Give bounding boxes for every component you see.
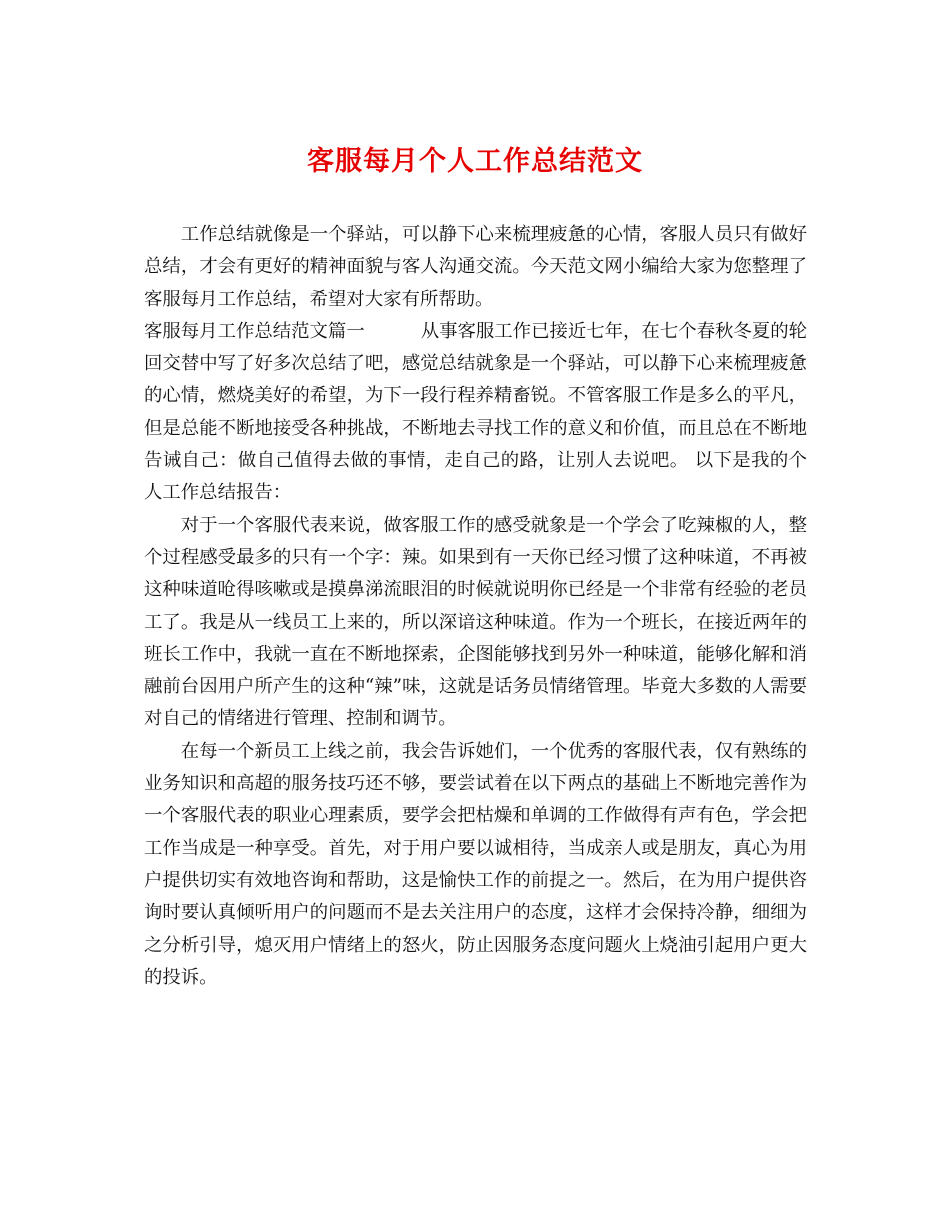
page-title: 客服每月个人工作总结范文 bbox=[307, 146, 643, 177]
section-paragraph bbox=[144, 316, 807, 510]
section-text: 从事客服工作已接近七年，在七个春秋冬夏的轮回交替中写了好多次总结了吧，感觉总结就象是一个驿站，可以静下心来梳理疲惫的心情，燃烧美好的希望，为下一段行程养精畜锐。不管客服工作是多么的平凡，但是总能不断地接受各种挑战，不断地去寻找工作的意义和价值，而且总在不断地告诫自己：做自己值得去做的事情，走自己的路，让别人去说吧。 以下是我的个人工作总结报告： bbox=[144, 320, 807, 504]
paragraph-3: 在每一个新员工上线之前，我会告诉她们，一个优秀的客服代表，仅有熟练的业务知识和高超的服务技巧还不够，要尝试着在以下两点的基础上不断地完善作为一个客服代表的职业心理素质，要学会把枯燥和单调的工作做得有声有色，学会把工作当成是一种享受。首先，对于用户要以诚相待，当成亲人或是朋友，真心为用户提供切实有效地咨询和帮助，这是愉快工作的前提之一。然后，在为用户提供咨询时要认真倾听用户的问题而不是去关注用户的态度，这样才会保持冷静，细细为之分析引导，熄灭用户情绪上的怒火，防止因服务态度问题火上烧油引起用户更大的投诉。 bbox=[144, 740, 807, 988]
document-body bbox=[144, 219, 807, 994]
section-heading: 客服每月工作总结范文篇一 bbox=[144, 320, 365, 342]
intro-paragraph: 工作总结就像是一个驿站，可以静下心来梳理疲惫的心情，客服人员只有做好总结，才会有更好的精神面貌与客人沟通交流。今天范文网小编给大家为您整理了客服每月工作总结，希望对大家有所帮助。 bbox=[144, 224, 807, 310]
paragraph-2: 对于一个客服代表来说，做客服工作的感受就象是一个学会了吃辣椒的人，整个过程感受最多的只有一个字：辣。如果到有一天你已经习惯了这种味道，不再被这种味道呛得咳嗽或是摸鼻涕流眼泪的时候就说明你已经是一个非常有经验的老员工了。我是从一线员工上来的，所以深谙这种味道。作为一个班长，在接近两年的班长工作中，我就一直在不断地探索，企图能够找到另外一种味道，能够化解和消融前台因用户所产生的这种“辣”味，这就是话务员情绪管理。毕竟大多数的人需要对自己的情绪进行管理、控制和调节。 bbox=[144, 514, 807, 730]
